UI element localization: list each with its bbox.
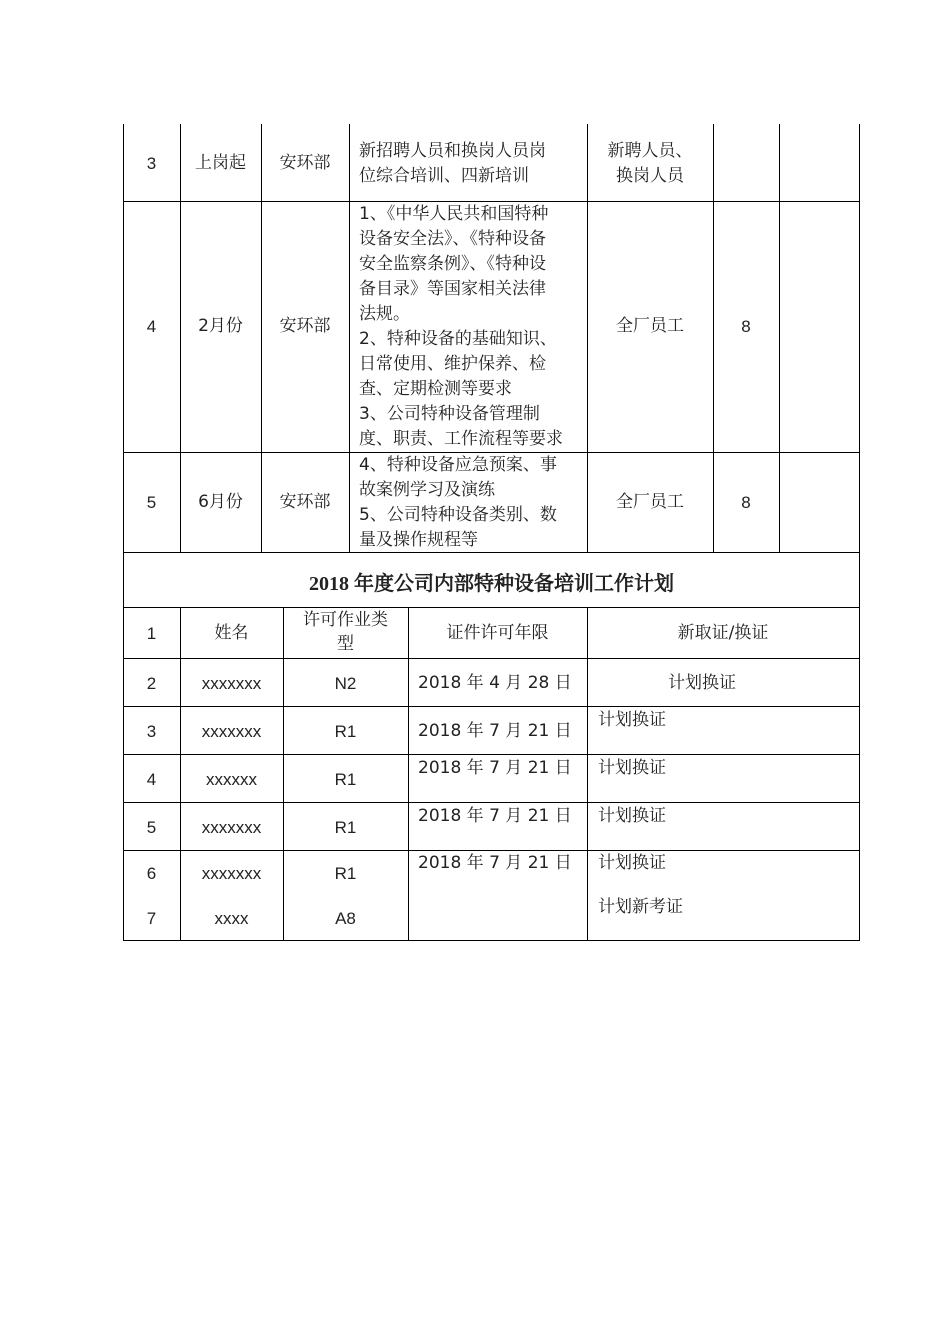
row-number: 5: [146, 818, 157, 837]
plan-action: 计划换证: [668, 673, 736, 693]
row-number: 6: [146, 864, 157, 883]
plan-action: 计划换证: [598, 806, 666, 826]
training-content-line: 1、《中华人民共和国特种: [359, 204, 549, 224]
section-title: 2018 年度公司内部特种设备培训工作计划: [309, 573, 674, 595]
column-header-type-line: 型: [337, 634, 354, 654]
person-name: xxxxxxx: [201, 674, 262, 693]
training-content-line: 故案例学习及演练: [359, 480, 495, 500]
training-content-line: 设备安全法》、《特种设备: [359, 229, 546, 249]
plan-action: 计划新考证: [598, 897, 683, 917]
plan-action: 计划换证: [598, 710, 666, 730]
row-number: 4: [146, 317, 157, 336]
training-content-line: 安全监察条例》、《特种设: [359, 254, 546, 274]
column-header-term: 证件许可年限: [446, 623, 549, 643]
training-content-line: 法规。: [359, 304, 410, 324]
row-number: 2: [146, 674, 157, 693]
target-audience-line: 新聘人员、: [607, 141, 693, 161]
row-number: 3: [146, 154, 157, 173]
row-number: 3: [146, 722, 157, 741]
department: 安环部: [279, 492, 331, 512]
training-content-line: 2、特种设备的基础知识、: [359, 329, 557, 349]
row-number: 4: [146, 770, 157, 789]
row-number: 1: [146, 624, 157, 643]
target-audience: 全厂员工: [616, 316, 684, 336]
permit-term: 2018 年 7 月 21 日: [418, 721, 572, 741]
training-content-line: 日常使用、维护保养、检: [359, 354, 546, 374]
permit-type: R1: [334, 722, 357, 741]
permit-term: 2018 年 7 月 21 日: [418, 806, 572, 826]
row-number: 7: [146, 909, 157, 928]
department: 安环部: [279, 153, 331, 173]
column-header-type-line: 许可作业类: [303, 610, 388, 630]
training-content-line: 3、公司特种设备管理制: [359, 404, 540, 424]
permit-term: 2018 年 4 月 28 日: [418, 673, 572, 693]
training-time: 上岗起: [195, 153, 246, 173]
permit-type: R1: [334, 770, 357, 789]
permit-type: R1: [334, 818, 357, 837]
training-time: 2月份: [198, 316, 243, 336]
training-content-line: 新招聘人员和换岗人员岗: [359, 141, 546, 161]
training-content-line: 备目录》等国家相关法律: [359, 279, 546, 299]
plan-action: 计划换证: [598, 758, 666, 778]
training-content-line: 5、公司特种设备类别、数: [359, 505, 557, 525]
training-content-line: 位综合培训、四新培训: [359, 166, 529, 186]
person-name: xxxxxxx: [201, 722, 262, 741]
row-number: 5: [146, 493, 157, 512]
training-time: 6月份: [198, 492, 243, 512]
person-name: xxxxxxx: [201, 864, 262, 883]
person-name: xxxxxxx: [201, 818, 262, 837]
person-name: xxxxxx: [206, 770, 257, 789]
permit-type: A8: [335, 909, 356, 928]
department: 安环部: [279, 316, 331, 336]
target-audience: 全厂员工: [616, 492, 684, 512]
permit-type: R1: [334, 864, 357, 883]
training-content-line: 量及操作规程等: [359, 530, 478, 550]
target-audience-line: 换岗人员: [616, 166, 684, 186]
column-header-action: 新取证/换证: [677, 623, 769, 643]
training-hours: 8: [741, 493, 751, 512]
permit-term: 2018 年 7 月 21 日: [418, 853, 572, 873]
training-content-line: 度、职责、工作流程等要求: [359, 429, 563, 449]
training-content-line: 查、定期检测等要求: [359, 379, 512, 399]
person-name: xxxx: [214, 909, 249, 928]
column-header-name: 姓名: [214, 623, 249, 643]
training-content-line: 4、特种设备应急预案、事: [359, 455, 557, 475]
permit-term: 2018 年 7 月 21 日: [418, 758, 572, 778]
plan-action: 计划换证: [598, 853, 666, 873]
training-hours: 8: [741, 317, 751, 336]
table-border-right: [859, 124, 860, 941]
permit-type: N2: [334, 674, 357, 693]
